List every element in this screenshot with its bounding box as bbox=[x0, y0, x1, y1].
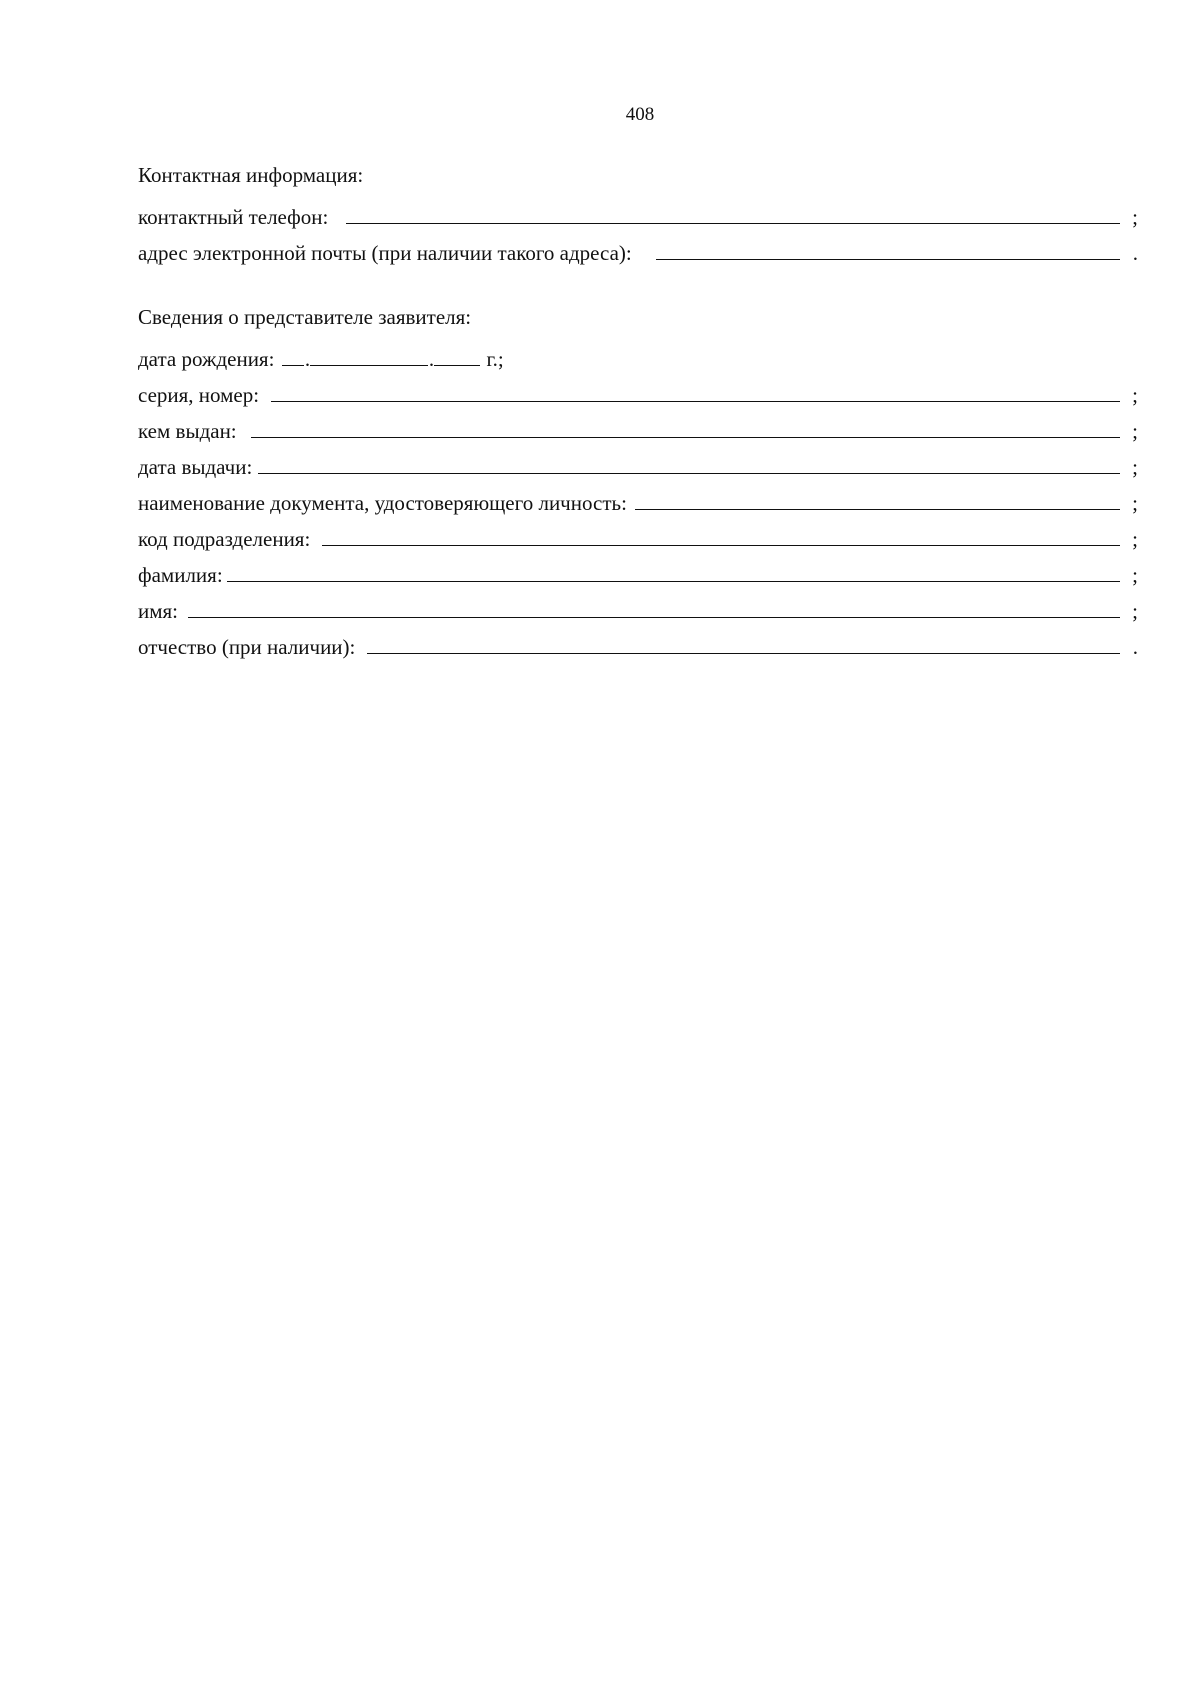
birth-date-row bbox=[138, 335, 1138, 371]
birth-date-label: дата рождения: bbox=[138, 347, 275, 371]
surname-label: фамилия: bbox=[138, 563, 223, 587]
phone-end-punct: ; bbox=[1132, 205, 1138, 229]
first-name-row bbox=[138, 587, 1138, 623]
first-name-field[interactable] bbox=[188, 598, 1120, 618]
patronymic-row bbox=[138, 623, 1138, 659]
division-code-label: код подразделения: bbox=[138, 527, 311, 551]
first-name-end-punct: ; bbox=[1132, 599, 1138, 623]
section-spacer bbox=[138, 265, 1138, 299]
birth-date-dot: . bbox=[428, 347, 435, 371]
surname-row bbox=[138, 551, 1138, 587]
document-name-field[interactable] bbox=[635, 490, 1120, 510]
contact-heading: Контактная информация: bbox=[138, 163, 364, 187]
patronymic-label: отчество (при наличии): bbox=[138, 635, 356, 659]
issue-date-end-punct: ; bbox=[1132, 455, 1138, 479]
birth-date-suffix: г.; bbox=[486, 347, 504, 371]
document-name-row bbox=[138, 479, 1138, 515]
division-code-end-punct: ; bbox=[1132, 527, 1138, 551]
email-label: адрес электронной почты (при наличии такого адреса): bbox=[138, 241, 632, 265]
issued-by-field[interactable] bbox=[251, 418, 1120, 438]
birth-day-field[interactable] bbox=[282, 346, 304, 366]
series-number-end-punct: ; bbox=[1132, 383, 1138, 407]
issued-by-row bbox=[138, 407, 1138, 443]
phone-field[interactable] bbox=[346, 204, 1120, 224]
email-end-punct: . bbox=[1132, 241, 1138, 265]
surname-end-punct: ; bbox=[1132, 563, 1138, 587]
document-name-end-punct: ; bbox=[1132, 491, 1138, 515]
document-name-label: наименование документа, удостоверяющего личность: bbox=[138, 491, 627, 515]
issue-date-field[interactable] bbox=[258, 454, 1120, 474]
first-name-label: имя: bbox=[138, 599, 179, 623]
issue-date-row bbox=[138, 443, 1138, 479]
birth-year-field[interactable] bbox=[434, 346, 480, 366]
birth-date-dot: . bbox=[304, 347, 311, 371]
form-content bbox=[138, 157, 1138, 659]
email-row bbox=[138, 229, 1138, 265]
birth-month-field[interactable] bbox=[310, 346, 428, 366]
patronymic-field[interactable] bbox=[367, 634, 1120, 654]
issued-by-end-punct: ; bbox=[1132, 419, 1138, 443]
issued-by-label: кем выдан: bbox=[138, 419, 237, 443]
patronymic-end-punct: . bbox=[1132, 635, 1138, 659]
series-number-field[interactable] bbox=[271, 382, 1120, 402]
series-number-label: серия, номер: bbox=[138, 383, 260, 407]
page-number: 408 bbox=[625, 104, 655, 125]
representative-heading: Сведения о представителе заявителя: bbox=[138, 305, 472, 329]
division-code-row bbox=[138, 515, 1138, 551]
surname-field[interactable] bbox=[227, 562, 1120, 582]
issue-date-label: дата выдачи: bbox=[138, 455, 253, 479]
division-code-field[interactable] bbox=[322, 526, 1120, 546]
phone-row bbox=[138, 193, 1138, 229]
phone-label: контактный телефон: bbox=[138, 205, 329, 229]
email-field[interactable] bbox=[656, 240, 1120, 260]
series-number-row bbox=[138, 371, 1138, 407]
